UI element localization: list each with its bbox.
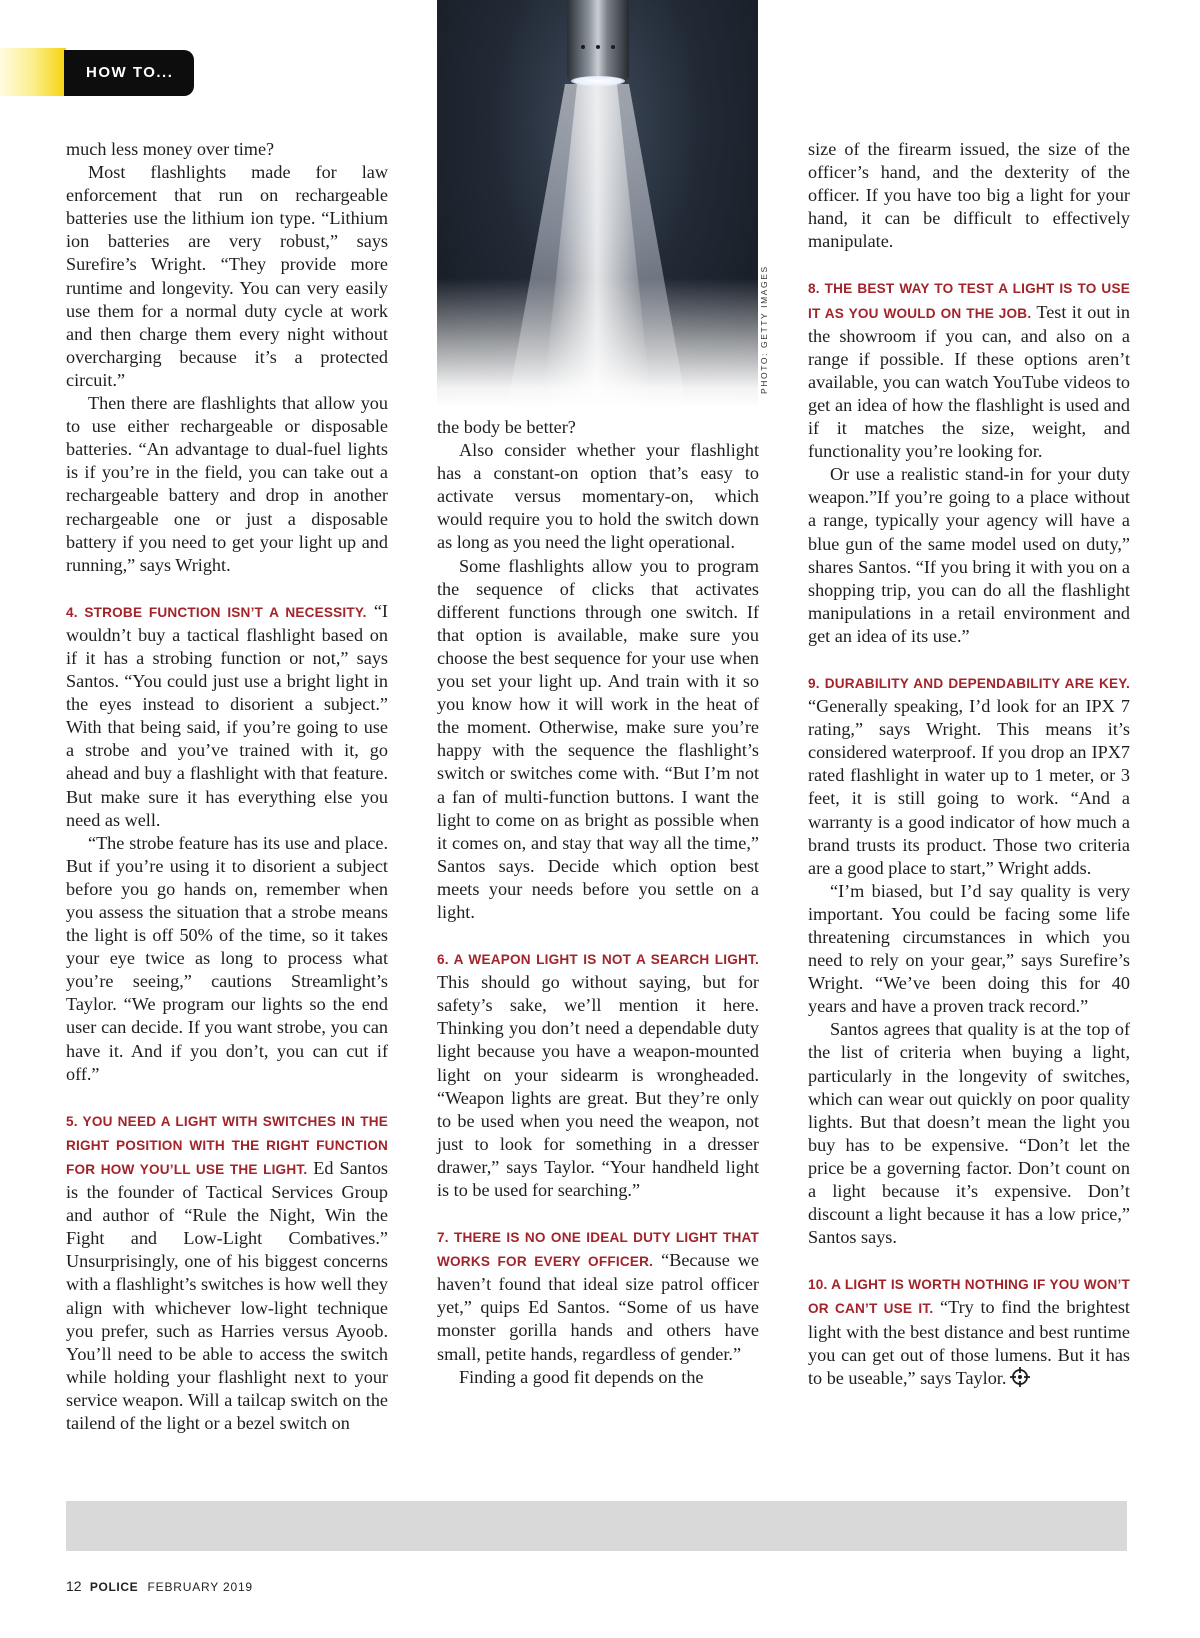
tip-7-heading: 7. THERE IS NO ONE IDEAL DUTY LIGHT THAT WORKS FOR EVERY OFFICER. [437, 1230, 759, 1270]
paragraph: “I’m biased, but I’d say quality is very important. You could be facing some life threatening circumstances in which you need to rely on your gear,” says Surefire’s Wright. “We’ve been doing this for 40 years and have a proven track record.” [808, 880, 1130, 1017]
paragraph: Or use a realistic stand-in for your duty weapon.”If you’re going to a place without a range, typically your agency will have a blue gun of the same model used on duty,” shares Santos. “If you bring it with you on a shopping trip, you can do all the flashlight manipulations in a retail environment and get an idea of its use.” [808, 464, 1130, 646]
tip-5-body: Ed Santos is the founder of Tactical Services Group and author of “Rule the Night, Win the Fight and Low-Light Combatives.” Unsurprisingly, one of his biggest concerns with a flashlight’s switches is how well they align with whichever low-light technique you prefer, such as Harries versus Ayoob. You’ll need to be able to access the switch while holding your flashlight next to your service weapon. Will a tailcap switch on the tailend of the light or a bezel switch on [66, 1157, 388, 1433]
flashlight-photo [437, 0, 758, 408]
paragraph: the body be better? [437, 417, 576, 437]
tip-10-body: “Try to find the brightest light with the best distance and best runtime you can get out of those lumens. But it has to be useable,” says Taylor. [808, 1297, 1130, 1388]
page-number: 12 [66, 1578, 82, 1594]
paragraph: size of the firearm issued, the size of the officer’s hand, and the dexterity of the officer. If you have too big a light for your hand, it can be difficult to effectively manipulate. [808, 139, 1130, 252]
section-tag-accent [0, 48, 66, 96]
tip-9-heading: 9. DURABILITY AND DEPENDABILITY ARE KEY. [808, 675, 1130, 691]
paragraph: Finding a good fit depends on the [459, 1366, 704, 1387]
footer-bar [66, 1501, 1127, 1551]
paragraph: “The strobe feature has its use and place. But if you’re using it to disorient a subject before you go hands on, remember when you assess the situation that a strobe means the light is off 50% of the time, so it takes your eye twice as long to process what you’re seeing,” cautions Streamlight’s Taylor. “We program our lights so the end user can decide. If you want strobe, you can have it. And if you don’t, you can cut if off.” [66, 832, 388, 1084]
tip-10-paragraph [808, 1272, 1130, 1392]
tip-5-paragraph [66, 1109, 388, 1435]
crosshair-end-icon [1010, 1367, 1030, 1393]
tip-9-body: “Generally speaking, I’d look for an IPX 7 rating,” says Wright. This means it’s considered waterproof. If you drop an IPX7 rated flashlight in water up to 1 meter, or 3 feet, it is still going to work. “And a warranty is a good indicator of how much a brand trusts its product. Those two criteria are a good place to start,” Wright adds. [808, 696, 1130, 878]
tip-5-heading: 5. YOU NEED A LIGHT WITH SWITCHES IN THE RIGHT POSITION WITH THE RIGHT FUNCTION FOR HOW YOU’LL USE THE LIGHT. [66, 1113, 388, 1177]
paragraph: Most flashlights made for law enforcement that run on rechargeable batteries use the lithium ion type. “Lithium ion batteries are very robust,” says Surefire’s Wright. “They provide more runtime and longevity. You can very easily use them for a normal duty cycle at work and then charge them every night without overcharging because it’s a protected circuit.” [66, 162, 388, 390]
text-column-2 [437, 416, 759, 1389]
tip-9-paragraph [808, 671, 1130, 880]
flashlight-lens [571, 76, 625, 86]
tip-4-paragraph [66, 600, 388, 832]
tip-7-paragraph [437, 1225, 759, 1366]
photo-credit: PHOTO: GETTY IMAGES [759, 265, 769, 394]
tip-4-body: “I wouldn’t buy a tactical flashlight based on if it has a strobing function or not,” says Santos. “You could just use a bright light in the eyes instead to disorient a subject.” With that being said, if you’re going to use a strobe and you’ve trained with it, go ahead and buy a flashlight with that feature. But make sure it has everything else you need as well. [66, 600, 388, 830]
tip-4-heading: 4. STROBE FUNCTION ISN’T A NECESSITY. [66, 604, 367, 620]
paragraph: Also consider whether your flashlight has a constant-on option that’s easy to activate versus momentary-on, which would require you to hold the switch down as long as you need the light operational. [437, 440, 759, 553]
paragraph: Some flashlights allow you to program the sequence of clicks that activates different functions through one switch. If that option is available, make sure you choose the best sequence for your use when you set your light up. And train with it so you know how it will work in the heat of the moment. Otherwise, make sure you’re happy with the sequence the flashlight’s switch or switches come with. “But I’m not a fan of multi-function buttons. I want the light to come on as bright as possible when it comes on, and stay that way all the time,” Santos says. Decide which option best meets your needs before you settle on a light. [437, 555, 759, 922]
issue-date: FEBRUARY 2019 [147, 1580, 253, 1594]
paragraph: much less money over time? [66, 139, 275, 159]
tip-8-paragraph [808, 276, 1130, 463]
magazine-name: POLICE [89, 1580, 139, 1594]
tip-10-heading: 10. A LIGHT IS WORTH NOTHING IF YOU WON’T OR CAN’T USE IT. [808, 1277, 1130, 1317]
tip-6-heading: 6. A WEAPON LIGHT IS NOT A SEARCH LIGHT. [437, 952, 759, 968]
text-column-1 [66, 138, 388, 1435]
flashlight-head [567, 0, 629, 80]
section-tag: HOW TO... [64, 50, 194, 96]
tip-8-heading: 8. THE BEST WAY TO TEST A LIGHT IS TO USE IT AS YOU WOULD ON THE JOB. [808, 281, 1130, 321]
folio [66, 1578, 253, 1594]
paragraph: Santos agrees that quality is at the top of the list of criteria when buying a light, particularly in the longevity of switches, which can wear out quickly on poor quality lights. But that doesn’t mean the light you buy has to be expensive. “Don’t let the price be a governing factor. Don’t count on a light because it’s expensive. Don’t discount a light because it has a low price,” Santos says. [808, 1019, 1130, 1248]
text-column-3 [808, 138, 1130, 1393]
tip-8-body: Test it out in the showroom if you can, and also on a range if possible. If these options aren’t available, you can watch YouTube videos to get an idea of how the flashlight is used and if it matches the size, weight, and functionality you’re looking for. [808, 301, 1130, 462]
tip-6-body: This should go without saying, but for safety’s sake, we’ll mention it here. Thinking you don’t need a dependable duty light because you have a weapon-mounted light on your sidearm is wrongheaded. “Weapon lights are great. But they’re only to be used when you need the weapon, not just to look for something in a dresser drawer,” says Taylor. “Your handheld light is to be used for searching.” [437, 972, 759, 1200]
tip-6-paragraph [437, 947, 759, 1202]
paragraph: Then there are flashlights that allow you to use either rechargeable or disposable batteries. “An advantage to dual-fuel lights is if you’re in the field, you can take out a rechargeable battery and drop in another rechargeable one or just a disposable battery if you need to get your light up and running,” says Wright. [66, 393, 388, 575]
tip-7-body: “Because we haven’t found that ideal size patrol officer yet,” quips Ed Santos. “Some of us have monster gorilla hands and others have small, petite hands, regardless of gender.” [437, 1250, 760, 1364]
